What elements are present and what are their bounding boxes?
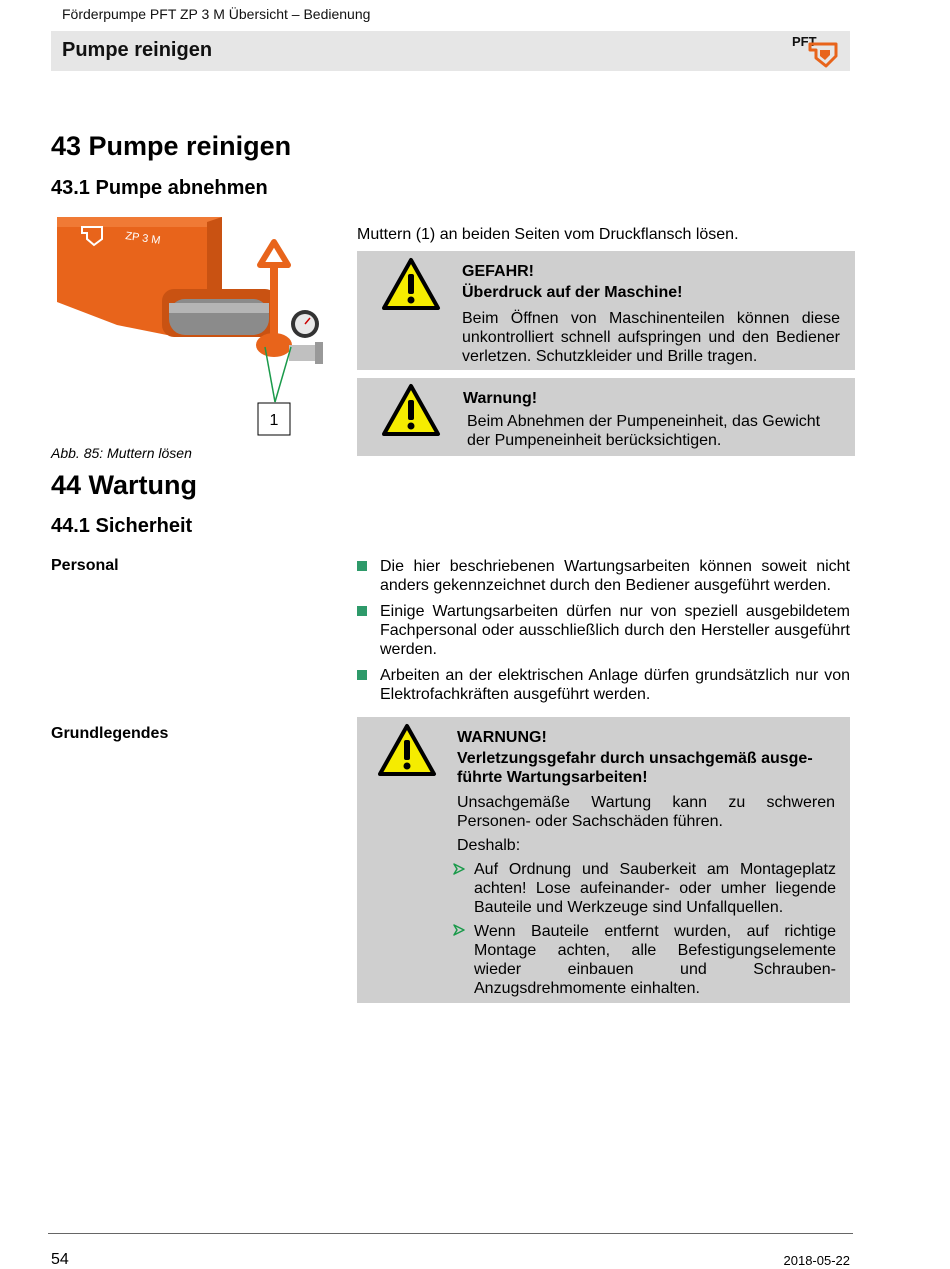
page-number: 54 (51, 1251, 69, 1268)
deshalb-text: Deshalb: (457, 837, 521, 854)
bullet-marker (357, 606, 367, 616)
pft-logo (790, 34, 842, 70)
warning-title: Warnung! (463, 390, 538, 407)
list-item: Die hier beschriebenen Wartungsarbeiten können soweit nicht anders gekennzeichnet durch den Bediener ausgeführt werden. (380, 558, 850, 594)
bullet-marker (357, 561, 367, 571)
danger-subtitle: Überdruck auf der Maschine! (462, 284, 683, 301)
pump-illustration (57, 217, 332, 442)
document-title: Förderpumpe PFT ZP 3 M Übersicht – Bedienung (62, 6, 371, 22)
warning-triangle-icon (377, 723, 437, 777)
instruction-text: Muttern (1) an beiden Seiten vom Druckflansch lösen. (357, 226, 739, 243)
maintenance-warning-text: Unsachgemäße Wartung kann zu schweren Personen- oder Sachschäden führen. (457, 794, 835, 830)
danger-box (357, 251, 855, 370)
footer-divider (48, 1233, 853, 1234)
list-item: Arbeiten an der elektrischen Anlage dürfen grundsätzlich nur von Elektrofachkräften ausgeführt werden. (380, 667, 850, 703)
heading-43: 43 Pumpe reinigen (51, 131, 292, 161)
list-item: Wenn Bauteile entfernt wurden, auf richtige Montage achten, alle Befestigungselemente wieder einbauen und Schrauben-Anzugsdrehmomente einhalten. (474, 923, 836, 997)
section-header-bar (51, 31, 850, 71)
maintenance-warning-subtitle: Verletzungsgefahr durch unsachgemäß ausge-führte Wartungsarbeiten! (457, 750, 813, 786)
figure-callout: 1 (269, 412, 279, 429)
arrow-bullet-icon (452, 923, 466, 937)
maintenance-warning-title: WARNUNG! (457, 729, 547, 746)
footer-date: 2018-05-22 (783, 1253, 850, 1268)
grundlegendes-label: Grundlegendes (51, 725, 169, 742)
heading-44-1: 44.1 Sicherheit (51, 515, 193, 537)
list-item: Einige Wartungsarbeiten dürfen nur von speziell ausgebildetem Fachpersonal oder ausschließlich durch den Hersteller ausgeführt werden. (380, 603, 850, 658)
figure-caption: Abb. 85: Muttern lösen (51, 445, 192, 461)
logo-text: PFT (792, 34, 817, 49)
personal-label: Personal (51, 557, 119, 574)
warning-triangle-icon (381, 383, 441, 437)
section-title: Pumpe reinigen (62, 39, 213, 61)
warning-text: Beim Abnehmen der Pumpeneinheit, das Gewicht der Pumpeneinheit berücksichtigen. (467, 413, 821, 449)
machine-label: ZP 3 M (124, 230, 162, 247)
danger-title: GEFAHR! (462, 263, 534, 280)
heading-44: 44 Wartung (51, 470, 198, 500)
warning-box (357, 378, 855, 456)
bullet-marker (357, 670, 367, 680)
arrow-bullet-icon (452, 862, 466, 876)
danger-text: Beim Öffnen von Maschinenteilen können diese unkontrolliert schnell aufspringen und den Bediener verletzen. Schutzkleider und Brille tragen. (462, 310, 840, 365)
heading-43-1: 43.1 Pumpe abnehmen (51, 177, 268, 199)
warning-triangle-icon (381, 257, 441, 311)
list-item: Auf Ordnung und Sauberkeit am Montageplatz achten! Lose aufeinander- oder umher liegende Bauteile und Werkzeuge sind Unfallquellen. (474, 861, 836, 916)
